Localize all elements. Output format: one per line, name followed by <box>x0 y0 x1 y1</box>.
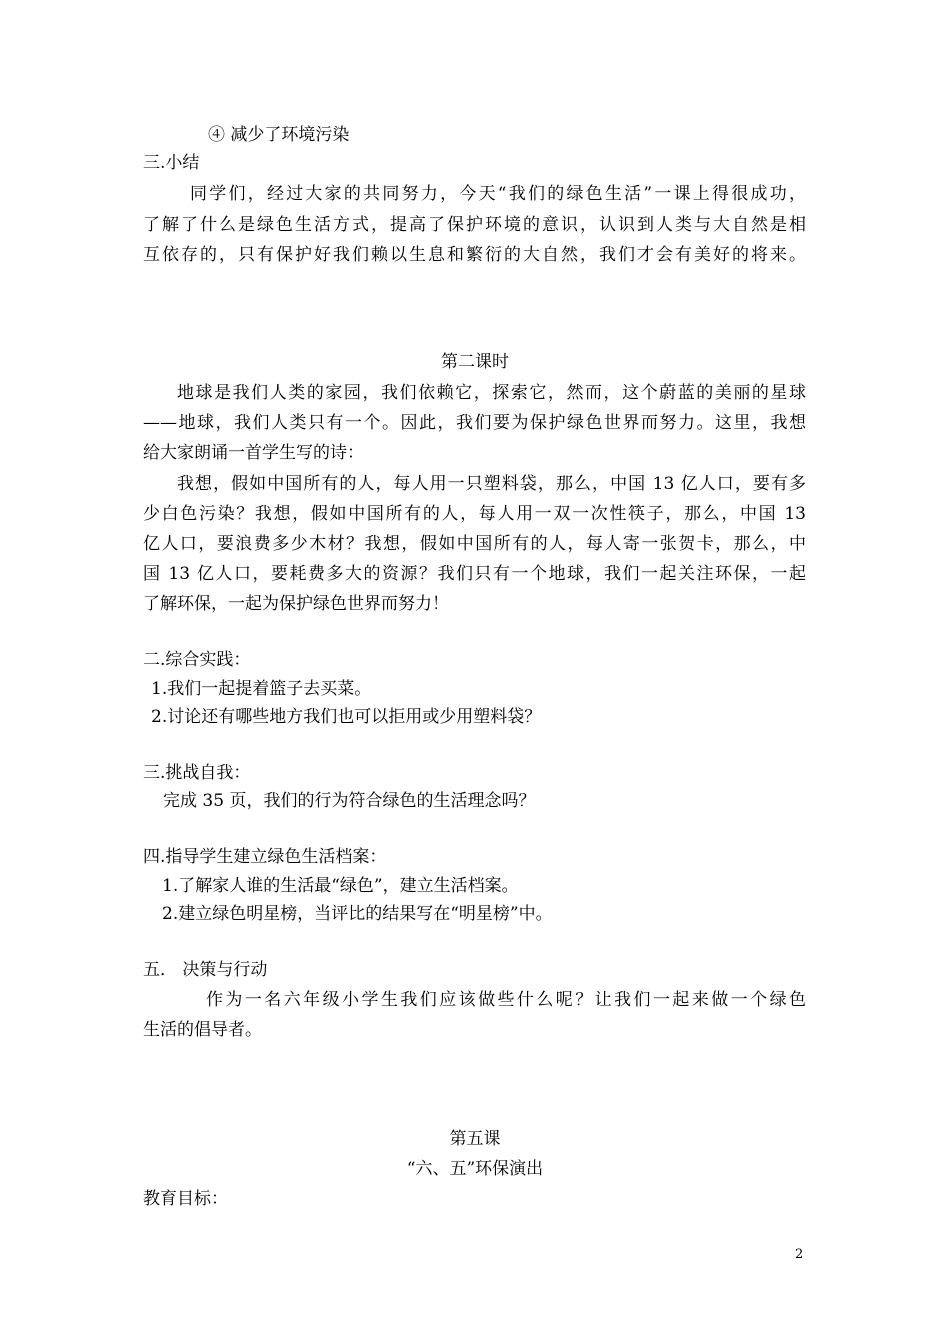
poem-line: 国 13 亿人口，要耗费多大的资源？我们只有一个地球，我们一起关注环保，一起 <box>143 564 806 584</box>
paragraph-line: ——地球，我们人类只有一个。因此，我们要为保护绿色世界而努力。这里，我想 <box>143 413 806 433</box>
lesson-heading-fifth: 第五课 <box>449 1129 501 1149</box>
section-heading-summary: 三.小结 <box>143 153 200 173</box>
list-item: 1.了解家人谁的生活最“绿色”，建立生活档案。 <box>162 876 519 896</box>
section-heading-goals: 教育目标： <box>143 1189 228 1209</box>
list-item: 1.我们一起提着篮子去买菜。 <box>151 679 372 699</box>
section-heading-practice: 二.综合实践： <box>143 650 251 670</box>
poem-line: 少白色污染？我想，假如中国所有的人，每人用一双一次性筷子，那么，中国 13 <box>143 504 806 524</box>
paragraph-line: 地球是我们人类的家园，我们依赖它，探索它，然而，这个蔚蓝的美丽的星球 <box>177 383 806 403</box>
poem-line: 我想，假如中国所有的人，每人用一只塑料袋，那么，中国 13 亿人口，要有多 <box>177 474 806 494</box>
paragraph-line: 作为一名六年级小学生我们应该做些什么呢？让我们一起来做一个绿色 <box>206 990 806 1010</box>
poem-line: 亿人口，要浪费多少木材？我想，假如中国所有的人，每人寄一张贺卡，那么，中 <box>143 534 806 554</box>
paragraph-line: 生活的倡导者。 <box>143 1020 262 1040</box>
section-heading-challenge: 三.挑战自我： <box>143 763 251 783</box>
list-item: 2.讨论还有哪些地方我们也可以拒用或少用塑料袋？ <box>151 707 542 727</box>
lesson-subtitle: “六、五”环保演出 <box>406 1159 544 1179</box>
list-item: 完成 35 页，我们的行为符合绿色的生活理念吗？ <box>163 791 536 811</box>
paragraph-line: 了解了什么是绿色生活方式，提高了保护环境的意识，认识到人类与大自然是相 <box>143 215 806 235</box>
paragraph-line: 同学们，经过大家的共同努力，今天“我们的绿色生活”一课上得很成功， <box>190 184 806 204</box>
list-item: 2.建立绿色明星榜，当评比的结果写在“明星榜”中。 <box>162 904 553 924</box>
section-heading-archive: 四.指导学生建立绿色生活档案： <box>143 847 387 867</box>
paragraph-line: 给大家朗诵一首学生写的诗： <box>143 443 364 463</box>
lesson-heading-second: 第二课时 <box>441 352 509 372</box>
section-heading-action: 五． 决策与行动 <box>143 960 268 980</box>
poem-line: 了解环保，一起为保护绿色世界而努力！ <box>143 594 449 614</box>
list-item-4: ④ 减少了环境污染 <box>208 125 350 145</box>
paragraph-line: 互依存的，只有保护好我们赖以生息和繁衍的大自然，我们才会有美好的将来。 <box>143 245 806 265</box>
page-number: 2 <box>795 1247 804 1262</box>
